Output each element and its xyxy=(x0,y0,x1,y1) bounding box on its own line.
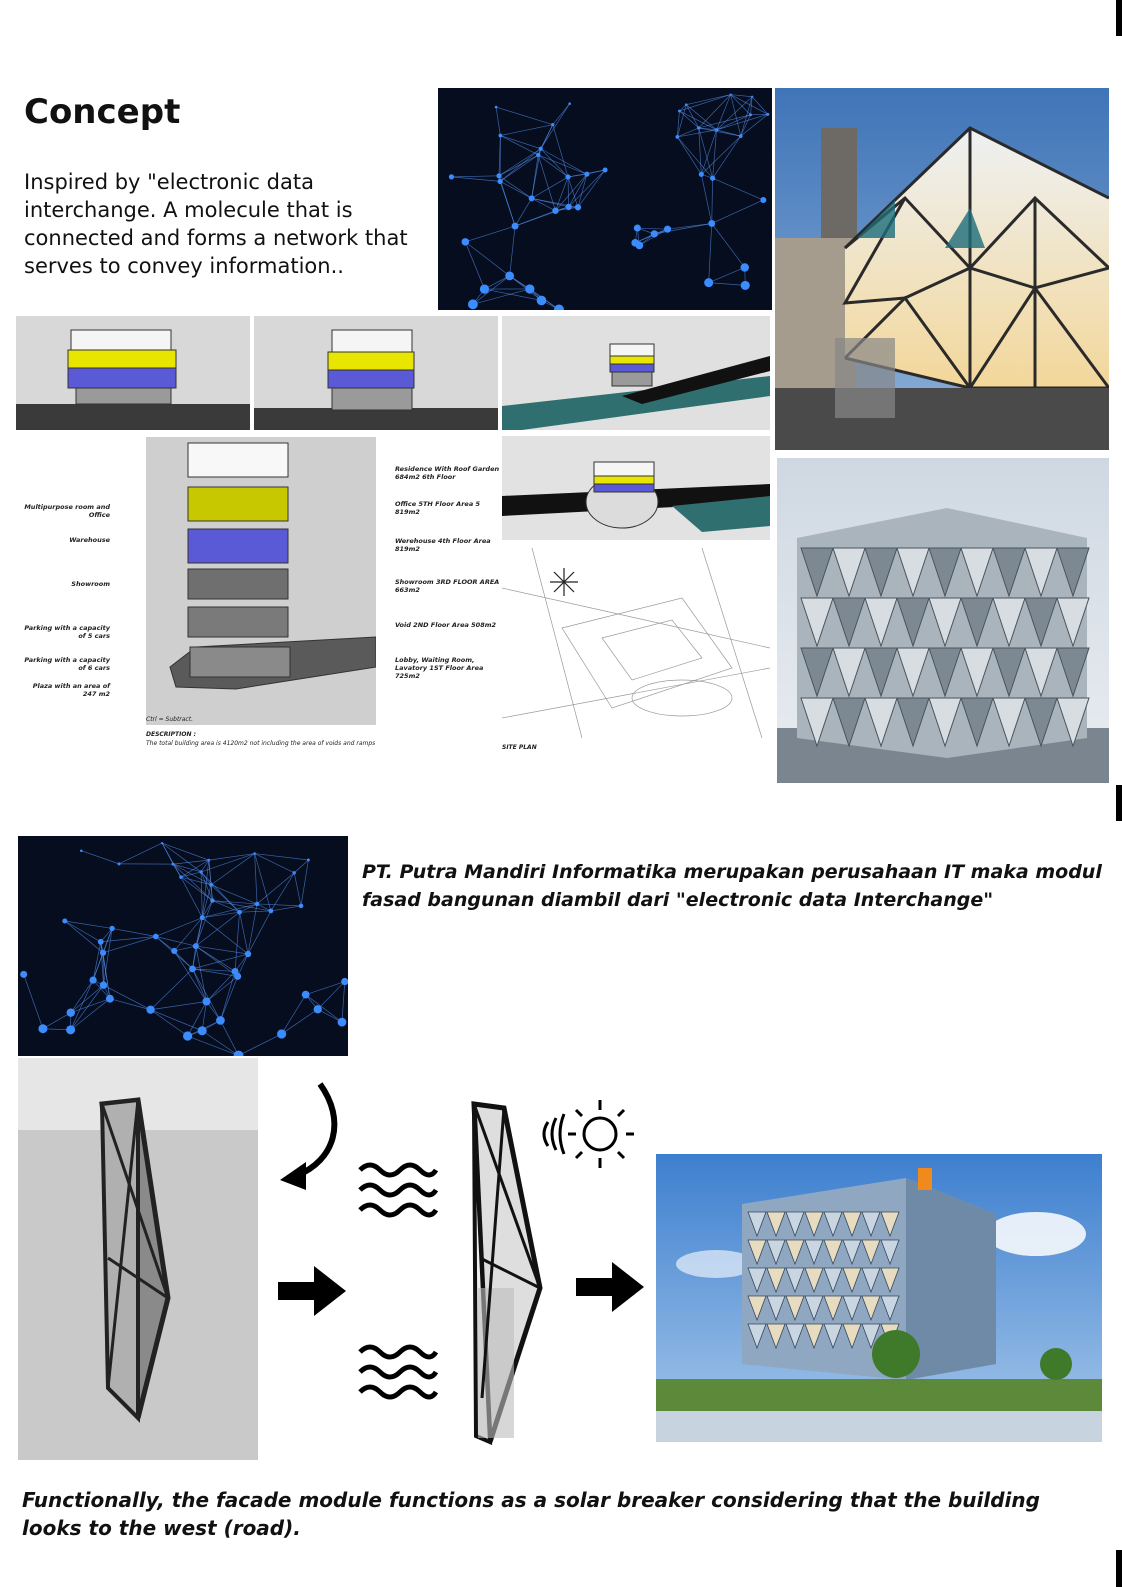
massing-render-3 xyxy=(502,316,770,430)
facade-module-render xyxy=(18,1058,258,1460)
concept-intro-text: Inspired by "electronic data interchange. A molecule that is connected and forms a network that serves to convey information.. xyxy=(24,170,408,278)
arrow-right-icon-2 xyxy=(576,1262,644,1312)
company-facade-caption: PT. Putra Mandiri Informatika merupakan perusahaan IT maka modul fasad bangunan diambil dari "electronic data Interchange" xyxy=(362,861,1102,911)
label-warehouse-left: Warehouse xyxy=(69,536,110,544)
triangle-facade-building-photo xyxy=(775,88,1109,450)
curved-arrow-icon xyxy=(276,1080,346,1190)
aerial-render xyxy=(502,436,770,540)
site-plan-label: SITE PLAN xyxy=(502,744,537,751)
arrow-right-icon xyxy=(278,1266,346,1316)
massing-render-1 xyxy=(16,316,250,430)
exploded-floor-diagram xyxy=(146,437,376,725)
label-parking-5: Parking with a capacity of 5 cars xyxy=(24,624,110,640)
wind-waves-icon-top xyxy=(358,1156,438,1226)
page-edge-mark-bottom xyxy=(1116,1550,1122,1587)
final-building-render xyxy=(656,1154,1102,1442)
description-text: The total building area is 4120m2 not including the area of voids and ramps xyxy=(146,740,376,747)
site-plan-drawing xyxy=(502,548,770,738)
sun-icon xyxy=(540,1094,636,1174)
label-office: Office 5TH Floor Area 5 819m2 xyxy=(395,500,480,516)
solar-breaker-caption: Functionally, the facade module functions as a solar breaker considering that the building looks to the west (road). xyxy=(22,1488,1040,1540)
label-residence: Residence With Roof Garden 684m2 6th Floor xyxy=(395,465,500,481)
network-image-bottom xyxy=(18,836,348,1056)
subtract-note: Ctrl = Subtract. xyxy=(146,716,193,723)
wind-waves-icon-bottom xyxy=(358,1338,438,1408)
diamond-facade-building-photo xyxy=(777,458,1109,783)
label-werehouse: Werehouse 4th Floor Area 819m2 xyxy=(395,537,491,553)
label-plaza: Plaza with an area of 247 m2 xyxy=(32,682,110,698)
label-lobby: Lobby, Waiting Room, Lavatory 1ST Floor Area 725m2 xyxy=(395,656,484,680)
page-edge-mark-top xyxy=(1116,0,1122,36)
label-void: Void 2ND Floor Area 508m2 xyxy=(395,621,497,629)
massing-render-2 xyxy=(254,316,498,430)
label-parking-6: Parking with a capacity of 6 cars xyxy=(24,656,110,672)
label-showroom-right: Showroom 3RD FLOOR AREA 663m2 xyxy=(395,578,500,594)
label-showroom-left: Showroom xyxy=(71,580,110,588)
label-multipurpose: Multipurpose room and Office xyxy=(24,503,110,519)
network-image-top xyxy=(438,88,772,310)
page-title: Concept xyxy=(24,92,181,132)
page-edge-mark-middle xyxy=(1116,785,1122,821)
description-heading: DESCRIPTION : xyxy=(146,731,196,738)
